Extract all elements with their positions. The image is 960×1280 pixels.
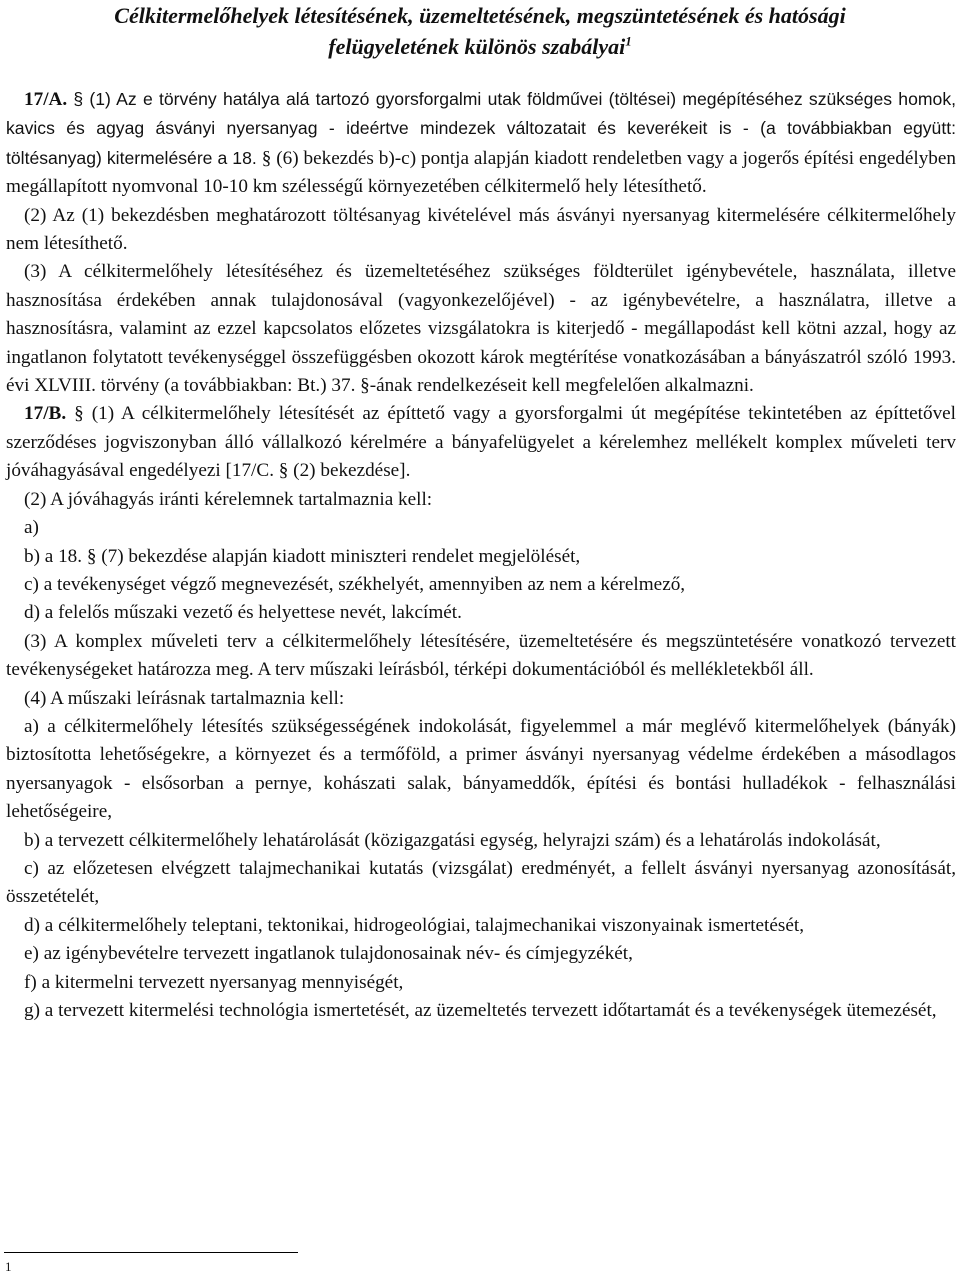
section-17a-paragraph-1: 17/A. § (1) Az e törvény hatálya alá tartozó gyorsforgalmi utak földművei (töltései) megépítéséhez szükséges homok, kavics és agyag ásványi nyersanyag - ideértve mindezek változatait és keverékeit is - (a továbbiakban együtt: töltésanyag) kitermelésére a 18. § (6) bekezdés b)-c) pontja alapján kiadott rendeletben vagy a jogerős építési engedélyben megállapított nyomvonal 10-10 km szélességű környezetében célkitermelő hely létesíthető. <box>6 89 956 198</box>
section-17b-paragraph-1: 17/B. § (1) A célkitermelőhely létesítését az építtető vagy a gyorsforgalmi út megépítése tekintetében az építtetővel szerződéses jogviszonyban álló vállalkozó kérelmére a bányafelügyelet a kérelemhez mellékelt komplex műveleti terv jóváhagyásával engedélyezi [17/C. § (2) bekezdése]. <box>6 403 957 482</box>
technical-item-d: d) a célkitermelőhely teleptani, tektonikai, hidrogeológiai, talajmechanikai viszonyainak ismertetését, <box>24 914 805 936</box>
section-number-17a: 17/A. <box>24 89 68 110</box>
list-item-d: d) a felelős műszaki vezető és helyettese nevét, lakcímét. <box>24 602 462 624</box>
list-item-c: c) a tevékenységet végző megnevezését, székhelyét, amennyiben az nem a kérelmező, <box>24 573 686 595</box>
technical-item-g: g) a tervezett kitermelési technológia ismertetését, az üzemeltetés tervezett időtartamát és a tevékenységek ütemezését, <box>24 1000 937 1021</box>
section-17a-paragraph-2: (2) Az (1) bekezdésben meghatározott töltésanyag kivételével más ásványi nyersanyag kitermelésére célkitermelőhely nem létesíthető. <box>6 204 956 255</box>
title-line-2: felügyeletének különös szabályai$^1$ <box>328 33 632 59</box>
technical-item-e: e) az igénybevételre tervezett ingatlanok tulajdonosainak név- és címjegyzékét, <box>24 943 633 965</box>
section-17a-paragraph-3: (3) A célkitermelőhely létesítéséhez és üzemeltetéséhez szükséges földterület igénybevétele, használata, illetve hasznosítása érdekében annak tulajdonosával (vagyonkezelőjével) - az igénybevételre, a használatra, illetve a hasznosításra, valamint az ezzel kapcsolatos előzetes vizsgálatokra is kiterjedő - megállapodást kell kötni azzal, hogy az ingatlanon folytatott tevékenységgel összefüggésben okozott károk megtérítése vonatkozásában a bányászatról szóló 1993. évi XLVIII. törvény (a továbbiakban: Bt.) 37. §-ának rendelkezéseit kell megfelelően alkalmazni. <box>6 261 956 397</box>
list-item-b: b) a 18. § (7) bekezdése alapján kiadott miniszteri rendelet megjelölését, <box>24 545 581 567</box>
technical-item-f: f) a kitermelni tervezett nyersanyag mennyiségét, <box>24 971 404 993</box>
technical-item-b: b) a tervezett célkitermelőhely lehatárolását (közigazgatási egység, helyrajzi szám) és a lehatárolás indokolását, <box>24 829 881 851</box>
title-line-1: Célkitermelőhelyek létesítésének, üzemeltetésének, megszüntetésének és hatósági <box>114 3 846 28</box>
technical-item-c: c) az előzetesen elvégzett talajmechanikai kutatás (vizsgálat) eredményét, a fellelt ásványi nyersanyag azonosítását, összetételét, <box>6 857 956 908</box>
footnote-separator <box>4 1252 298 1253</box>
technical-item-a: a) a célkitermelőhely létesítés szükségességének indokolását, figyelemmel a már meglévő kitermelőhelyek (bányák) biztosította lehetőségekre, a környezet és a termőföld, a primer ásványi nyersanyag védelme érdekében a másodlagos nyersanyagok - elsősorban a pernye, kohászati salak, bányameddők, építési és bontási hulladékok - felhasználási lehetőségeire, <box>6 715 956 823</box>
document-body <box>6 85 956 1025</box>
footnote-reference: 1 <box>625 33 632 49</box>
section-number-17b: 17/B. <box>24 403 67 425</box>
section-17b-paragraph-3: (3) A komplex műveleti terv a célkitermelőhely létesítésére, üzemeltetésére és megszüntetésére vonatkozó tervezett tevékenységeket határozza meg. A terv műszaki leírásból, térképi dokumentációból és mellékletekből áll. <box>6 630 956 681</box>
section-17b-paragraph-4: (4) A műszaki leírásnak tartalmaznia kell: <box>24 687 345 709</box>
document-title <box>0 0 960 62</box>
section-17b-paragraph-2: (2) A jóváhagyás iránti kérelemnek tartalmaznia kell: <box>24 488 433 510</box>
footnote-number: 1 <box>5 1259 12 1274</box>
list-item-a: a) <box>24 517 39 539</box>
